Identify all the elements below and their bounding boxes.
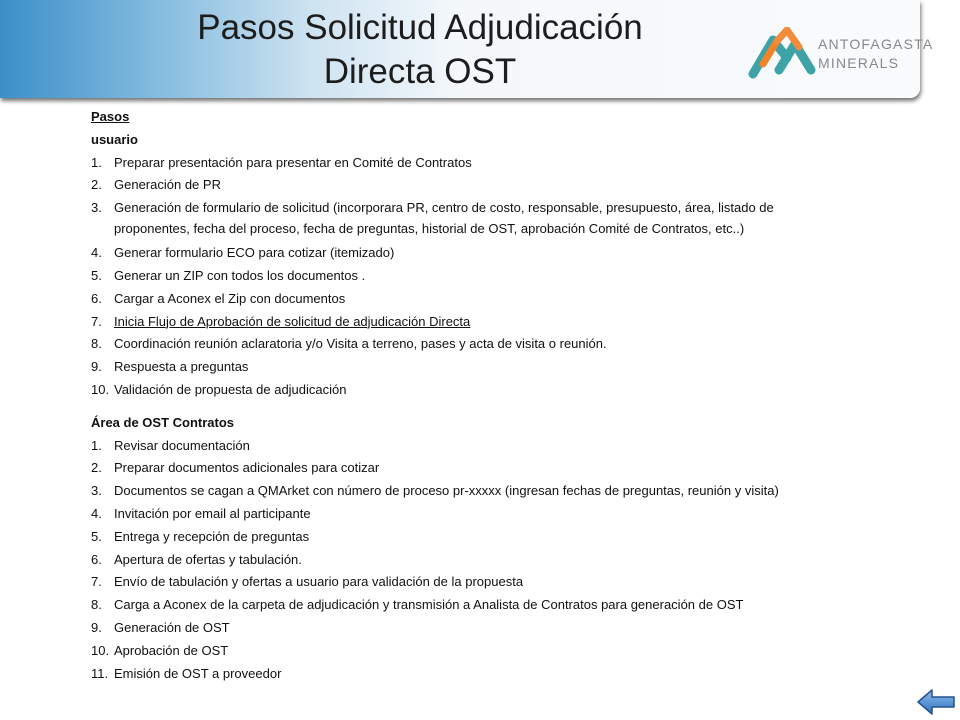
item-number: 3.: [91, 483, 102, 499]
list-item: [91, 457, 891, 480]
item-text: Aprobación de OST: [114, 642, 229, 658]
item-number: 7.: [91, 574, 102, 590]
slide-title: [130, 6, 710, 94]
item-text: Generar formulario ECO para cotizar (itemizado): [114, 245, 395, 261]
item-text: Invitación por email al participante: [114, 505, 311, 521]
back-arrow-icon: [918, 690, 954, 714]
list-item: [91, 311, 891, 334]
item-text: Revisar documentación: [114, 437, 250, 453]
item-text: Generación de PR: [114, 177, 221, 193]
item-text-line-1: Generación de formulario de solicitud (incorporara PR, centro de costo, responsable, presupuesto, área, listado de: [114, 200, 774, 216]
item-text: Emisión de OST a proveedor: [114, 665, 282, 681]
section-heading-pasos: Pasos: [91, 109, 130, 124]
item-text: Envío de tabulación y ofertas a usuario para validación de la propuesta: [114, 574, 524, 590]
item-text: Generar un ZIP con todos los documentos .: [114, 267, 366, 283]
item-text: Coordinación reunión aclaratoria y/o Visita a terreno, pases y acta de visita o reunión.: [114, 336, 607, 352]
item-number: 2.: [91, 460, 102, 476]
slide-title-line-1: Pasos Solicitud Adjudicación: [197, 8, 643, 47]
item-number: 4.: [91, 245, 102, 261]
list-item: [91, 594, 891, 617]
item-text: Entrega y recepción de preguntas: [114, 528, 310, 544]
list-item: [91, 480, 891, 503]
section-spacer: [91, 402, 891, 412]
item-number: 5.: [91, 267, 102, 283]
item-number: 7.: [91, 313, 102, 329]
item-number: 10.: [91, 381, 110, 397]
item-number: 9.: [91, 619, 102, 635]
section-heading-usuario: usuario: [91, 131, 138, 147]
brand-line-1: ANTOFAGASTA: [818, 36, 934, 52]
brand-wordmark: [818, 35, 933, 73]
item-number: 6.: [91, 551, 102, 567]
list-item: [91, 265, 891, 288]
item-number: 4.: [91, 505, 102, 521]
item-text: Preparar documentos adicionales para cotizar: [114, 460, 380, 476]
list-item: [91, 526, 891, 549]
item-text: Generación de OST: [114, 619, 230, 635]
back-button[interactable]: [916, 688, 956, 716]
usuario-steps-list: [91, 152, 891, 402]
slide-title-line-2: Directa OST: [323, 52, 517, 91]
item-number: 1.: [91, 154, 102, 170]
item-number: 8.: [91, 597, 102, 613]
approval-flow-link[interactable]: Inicia Flujo de Aprobación de solicitud de adjudicación Directa: [114, 313, 471, 329]
list-item: [91, 549, 891, 572]
item-number: 3.: [91, 200, 102, 216]
item-number: 11.: [91, 665, 109, 681]
item-number: 9.: [91, 359, 102, 375]
item-text: Apertura de ofertas y tabulación.: [114, 551, 302, 567]
item-text: Preparar presentación para presentar en Comité de Contratos: [114, 154, 472, 170]
list-item: [91, 503, 891, 526]
list-item: [91, 617, 891, 640]
list-item: [91, 197, 891, 242]
section-heading-ost: Área de OST Contratos: [91, 414, 235, 430]
list-item: [91, 333, 891, 356]
ost-steps-list: [91, 435, 891, 686]
list-item: [91, 152, 891, 175]
item-number: 10.: [91, 642, 110, 658]
item-number: 2.: [91, 177, 102, 193]
list-item: [91, 640, 891, 663]
list-item: [91, 435, 891, 458]
item-text: Documentos se cagan a QMArket con número de proceso pr-xxxxx (ingresan fechas de preguntas, reunión y visita): [114, 483, 779, 499]
item-number: 1.: [91, 437, 102, 453]
list-item: [91, 663, 891, 686]
list-item: [91, 174, 891, 197]
slide-body: [91, 106, 891, 685]
item-number: 8.: [91, 336, 102, 352]
item-number: 6.: [91, 290, 102, 306]
list-item: [91, 571, 891, 594]
item-number: 5.: [91, 528, 102, 544]
item-text: Cargar a Aconex el Zip con documentos: [114, 290, 346, 306]
list-item: [91, 242, 891, 265]
list-item: [91, 288, 891, 311]
list-item: [91, 379, 891, 402]
list-item: [91, 356, 891, 379]
antofagasta-logo-icon: [748, 27, 818, 79]
item-text: Validación de propuesta de adjudicación: [114, 381, 347, 397]
brand-line-2: MINERALS: [818, 55, 900, 71]
item-text: Respuesta a preguntas: [114, 359, 249, 375]
item-text-line-2: proponentes, fecha del proceso, fecha de preguntas, historial de OST, aprobación Comité de Contratos, etc..): [114, 221, 745, 237]
item-text: Carga a Aconex de la carpeta de adjudicación y transmisión a Analista de Contratos para generación de OST: [114, 597, 744, 613]
